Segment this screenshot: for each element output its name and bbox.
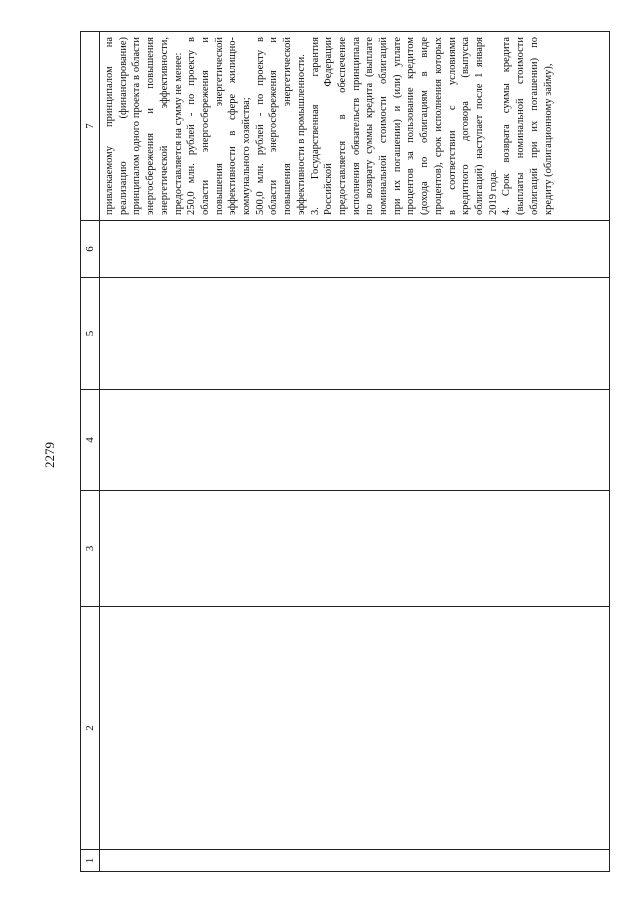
column-header-5: 5 [81,278,100,390]
cell-col-2 [100,607,610,850]
cell-col-4 [100,390,610,491]
data-table [80,31,610,872]
column-header-6: 6 [81,221,100,278]
paragraph-industry: 500,0 млн. рублей - по проекту в области энергосбережения и повышения энергетической эффективности в промышленности. [254,37,307,215]
cell-col-1 [100,850,610,872]
table-row [100,32,610,872]
header-row [81,32,100,872]
rotated-table-area [80,32,610,872]
column-header-4: 4 [81,390,100,491]
cell-col-7 [100,32,610,221]
paragraph-guarantee-amount: привлекаемому принципалом на реализацию (финансирование) принципалом одного проекта в области энергосбережения и повышения энергетической эффективности, предоставляется на сумму не менее: [104,37,184,215]
cell-col-6 [100,221,610,278]
paragraph-item-4: 4. Срок возврата суммы кредита (выплаты номинальной стоимости облигаций при их погашении) по кредиту (облигационному займу), [501,37,554,215]
cell-col-3 [100,491,610,607]
table-wrapper [80,32,610,872]
column-header-3: 3 [81,491,100,607]
paragraph-housing-utilities: 250,0 млн. рублей - по проекту в области энергосбережения и повышения энергетической эффективности в сфере жилищно-коммунального хозяйства; [186,37,253,215]
column-header-2: 2 [81,607,100,850]
cell-col-5 [100,278,610,390]
paragraph-item-3: 3. Государственная гарантия Российской Федерации предоставляется в обеспечение исполнения обязательств принципала по возврату суммы кредита (выплате номинальной стоимости облигаций при их погашении) и (или) уплате процентов за пользование кредитом (дохода по облигациям в виде процентов), срок исполнения которых в соответствии с условиями кредитного договора (выпуска облигаций) наступает после 1 января 2019 года. [309,37,499,215]
column-header-1: 1 [81,850,100,872]
page-number: 2279 [42,442,57,468]
column-header-7: 7 [81,32,100,221]
